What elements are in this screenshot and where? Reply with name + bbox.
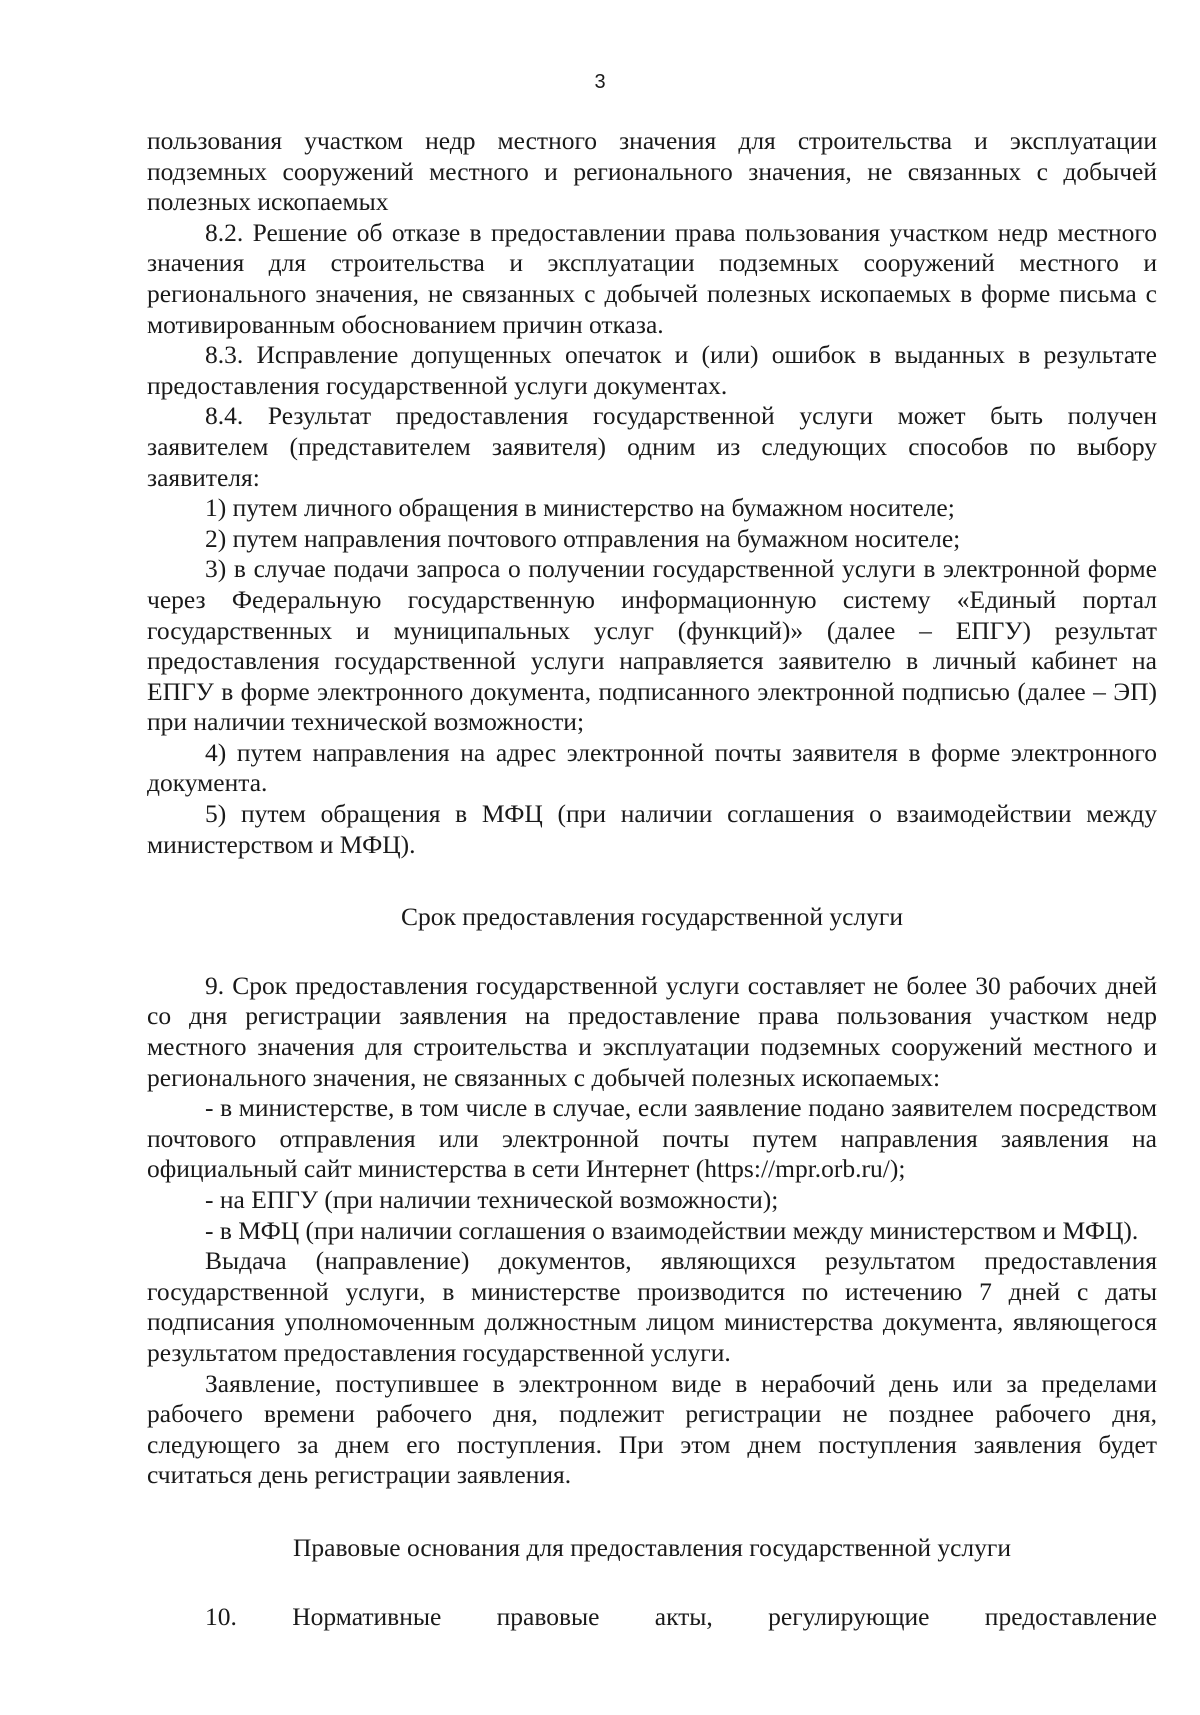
paragraph: 8.3. Исправление допущенных опечаток и (или) ошибок в выданных в результате предоставления государственной услуги документах. xyxy=(147,340,1157,400)
list-item: - в МФЦ (при наличии соглашения о взаимодействии между министерством и МФЦ). xyxy=(205,1215,1139,1245)
list-item: 3) в случае подачи запроса о получении государственной услуги в электронной форме через Федеральную государственную информационную систему «Единый портал государственных и муниципальных услуг (функций)» (далее – ЕПГУ) результат предоставления государственной услуги направляется заявителю в личный кабинет на ЕПГУ в форме электронного документа, подписанного электронной подписью (далее – ЭП) при наличии технической возможности; xyxy=(147,554,1157,737)
paragraph: Заявление, поступившее в электронном виде в нерабочий день или за пределами рабочего времени рабочего дня, подлежит регистрации не позднее рабочего дня, следующего за днем его поступления. При этом днем поступления заявления будет считаться день регистрации заявления. xyxy=(147,1368,1157,1490)
document-body xyxy=(147,126,1157,1632)
paragraph: 9. Срок предоставления государственной услуги составляет не более 30 рабочих дней со дня регистрации заявления на предоставление права пользования участком недр местного значения для строительства и эксплуатации подземных сооружений местного и регионального значения, не связанных с добычей полезных ископаемых: xyxy=(147,970,1157,1092)
list-item: 4) путем направления на адрес электронной почты заявителя в форме электронного документа. xyxy=(147,737,1157,798)
list-item: 1) путем личного обращения в министерство на бумажном носителе; xyxy=(205,493,955,523)
list-item: - на ЕПГУ (при наличии технической возможности); xyxy=(205,1185,779,1214)
list-item: 2) путем направления почтового отправления на бумажном носителе; xyxy=(205,523,961,553)
list-item: - в министерстве, в том числе в случае, если заявление подано заявителем посредством почтового отправления или электронной почты путем направления заявления на официальный сайт министерства в сети Интернет (https://mpr.orb.ru/); xyxy=(147,1093,1157,1184)
paragraph: Выдача (направление) документов, являющихся результатом предоставления государственной услуги, в министерстве производится по истечению 7 дней с даты подписания уполномоченным должностным лицом министерства документа, являющегося результатом предоставления государственной услуги. xyxy=(147,1246,1157,1367)
page-number: 3 xyxy=(594,71,606,93)
paragraph: 8.4. Результат предоставления государственной услуги может быть получен заявителем (представителем заявителя) одним из следующих способов по выбору заявителя: xyxy=(147,401,1157,492)
paragraph: 10. Нормативные правовые акты, регулирующие предоставление xyxy=(205,1601,1157,1631)
paragraph: 8.2. Решение об отказе в предоставлении права пользования участком недр местного значения для строительства и эксплуатации подземных сооружений местного и регионального значения, не связанных с добычей полезных ископаемых в форме письма с мотивированным обоснованием причин отказа. xyxy=(147,217,1157,339)
section-heading-pravo: Правовые основания для предоставления государственной услуги xyxy=(292,1532,1012,1562)
list-item: 5) путем обращения в МФЦ (при наличии соглашения о взаимодействии между министерством и МФЦ). xyxy=(147,799,1157,859)
paragraph: пользования участком недр местного значения для строительства и эксплуатации подземных сооружений местного и регионального значения, не связанных с добычей полезных ископаемых xyxy=(147,126,1157,217)
section-heading-srok: Срок предоставления государственной услуги xyxy=(400,902,903,932)
